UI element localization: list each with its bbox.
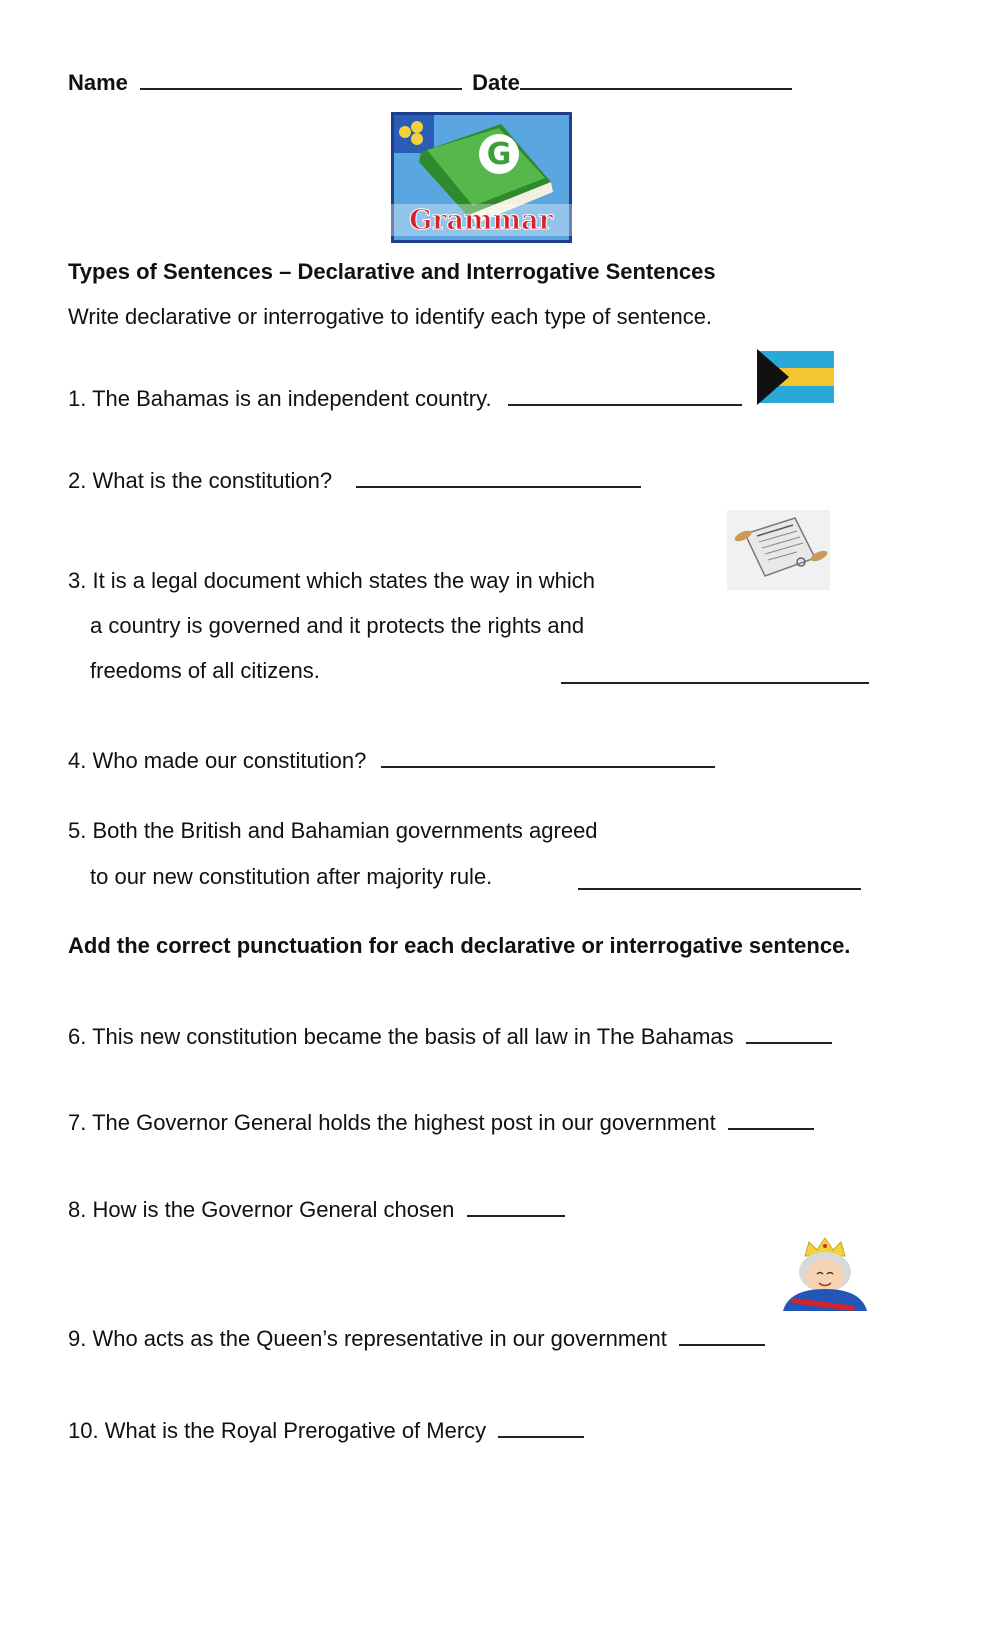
constitution-scroll-icon xyxy=(727,510,830,590)
logo-word: Grammar xyxy=(409,205,553,236)
question-3-line-2: a country is governed and it protects the rights and xyxy=(90,613,585,638)
answer-blank-1[interactable] xyxy=(508,386,742,406)
question-3-line-3: freedoms of all citizens. xyxy=(90,658,320,683)
logo-letter: G xyxy=(486,137,512,172)
question-10-text: 10. What is the Royal Prerogative of Mercy xyxy=(68,1418,487,1443)
question-7 xyxy=(68,1110,814,1136)
bahamas-flag-icon xyxy=(757,349,834,406)
question-3-line-1: 3. It is a legal document which states the way in which xyxy=(68,568,596,593)
question-2 xyxy=(68,468,641,494)
question-2-text: 2. What is the constitution? xyxy=(68,468,333,493)
question-9 xyxy=(68,1326,765,1352)
question-6 xyxy=(68,1024,832,1050)
question-8 xyxy=(68,1197,565,1223)
answer-blank-7[interactable] xyxy=(728,1110,814,1130)
question-8-text: 8. How is the Governor General chosen xyxy=(68,1197,455,1222)
answer-blank-3[interactable] xyxy=(561,664,869,684)
question-1 xyxy=(68,386,742,412)
question-5-line-1: 5. Both the British and Bahamian governments agreed xyxy=(68,818,598,843)
question-4-text: 4. Who made our constitution? xyxy=(68,748,367,773)
answer-blank-8[interactable] xyxy=(467,1197,565,1217)
question-5-line-2: to our new constitution after majority rule. xyxy=(90,864,493,889)
queen-icon xyxy=(781,1236,869,1311)
answer-blank-10[interactable] xyxy=(498,1418,584,1438)
question-9-text: 9. Who acts as the Queen’s representative in our government xyxy=(68,1326,667,1351)
answer-blank-4[interactable] xyxy=(381,748,715,768)
date-label: Date xyxy=(472,70,520,95)
name-label: Name xyxy=(68,70,128,95)
section-title: Types of Sentences – Declarative and Interrogative Sentences xyxy=(68,259,716,284)
date-field[interactable] xyxy=(520,70,792,90)
name-field[interactable] xyxy=(140,70,462,90)
name-row xyxy=(68,70,792,96)
question-6-text: 6. This new constitution became the basis of all law in The Bahamas xyxy=(68,1024,734,1049)
question-4 xyxy=(68,748,715,774)
question-1-text: 1. The Bahamas is an independent country. xyxy=(68,386,492,411)
answer-blank-9[interactable] xyxy=(679,1326,765,1346)
grammar-logo-icon xyxy=(391,112,572,243)
question-7-text: 7. The Governor General holds the highest post in our government xyxy=(68,1110,716,1135)
section-2-instruction: Add the correct punctuation for each declarative or interrogative sentence. xyxy=(68,933,851,958)
section-instruction: Write declarative or interrogative to identify each type of sentence. xyxy=(68,304,713,329)
answer-blank-2[interactable] xyxy=(356,468,641,488)
answer-blank-6[interactable] xyxy=(746,1024,832,1044)
answer-blank-5[interactable] xyxy=(578,870,861,890)
question-10 xyxy=(68,1418,584,1444)
